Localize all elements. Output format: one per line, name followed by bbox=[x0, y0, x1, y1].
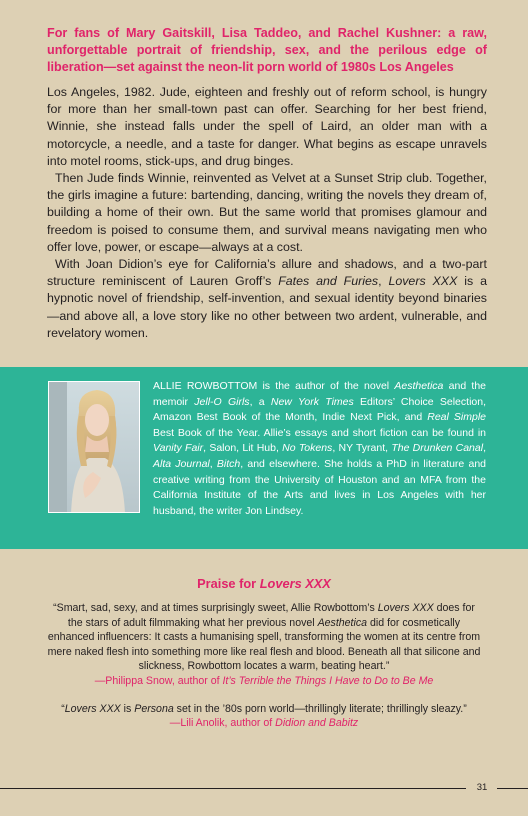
text-run: , bbox=[378, 274, 389, 289]
publication-title: Vanity Fair bbox=[153, 442, 204, 455]
text-run: did for cosmetically enhanced influencers: It casts a humanising spell, transforming the women at its centre from mere naked flesh into something more like real flesh and blood. Beneath all that silicone and slickness, Rowbottom locates a warm, beating heart.” bbox=[47, 616, 481, 673]
text-run: , bbox=[483, 442, 486, 455]
praise-attribution-2 bbox=[47, 716, 481, 731]
text-run: , Salon, Lit Hub, bbox=[203, 442, 283, 455]
publication-title: Bitch bbox=[216, 457, 241, 470]
footer-rule-left bbox=[0, 788, 466, 789]
publication-title: The Drunken Canal bbox=[391, 442, 484, 455]
book-title: Aesthetica bbox=[317, 616, 368, 629]
book-title: Jell-O Girls bbox=[194, 395, 250, 408]
text-run: Praise for bbox=[197, 576, 260, 591]
publication-title: Real Simple bbox=[427, 411, 487, 424]
text-run: set in the ’80s porn world—thrillingly literate; thrillingly sleazy.” bbox=[173, 702, 467, 715]
text-run: , and elsewhere. She holds a PhD in literature and creative writing from the University of Houston and an MFA from the California Institute of the Arts and lives in Los Angeles with her husband, the writer Jon Lindsey. bbox=[153, 457, 486, 517]
text-run: ALLIE ROWBOTTOM is the author of the novel bbox=[153, 380, 395, 392]
praise-quote-1 bbox=[47, 601, 481, 674]
book-title: Lovers XXX bbox=[377, 602, 434, 614]
publication-title: New York Times bbox=[270, 395, 354, 408]
text-run: —Philippa Snow, author of bbox=[94, 674, 223, 687]
description-paragraph-3 bbox=[47, 256, 487, 342]
book-description-section bbox=[47, 25, 487, 342]
text-run: is a hypnotic novel of friendship, self-invention, and sexual identity beyond binaries—and above all, a love story like no other between two ardent, vulnerable, and revelatory women. bbox=[47, 274, 487, 340]
text-run: “ bbox=[61, 702, 65, 715]
description-paragraph-1: Los Angeles, 1982. Jude, eighteen and freshly out of reform school, is hungry for more than her small-town past can offer. Searching for her best friend, Winnie, she instead falls under the spell of Laird, an older man with a motorcycle, a needle, and a taste for danger. What begins as escape unravels into motel rooms, stick-ups, and drug binges. bbox=[47, 85, 487, 168]
praise-quote-2 bbox=[47, 702, 481, 717]
text-run: “Smart, sad, sexy, and at times surprisingly sweet, Allie Rowbottom’s bbox=[53, 602, 378, 614]
text-run: is bbox=[120, 702, 135, 715]
book-title: Aesthetica bbox=[394, 380, 444, 392]
description-paragraph-2: Then Jude finds Winnie, reinvented as Velvet at a Sunset Strip club. Together, the girls imagine a future: bartending, dancing, writing the novels they dream of, building a home of their own. But the same world that promises glamour and freedom is poised to consume them, and survival means navigating men who offer love, power, or escape—always at a cost. bbox=[47, 171, 487, 254]
book-title: Fates and Furies bbox=[278, 274, 379, 289]
text-run: Best Book of the Year. Allie’s essays and short fiction can be found in bbox=[153, 426, 486, 439]
book-title: Lovers XXX bbox=[259, 576, 331, 591]
book-title: Didion and Babitz bbox=[275, 717, 359, 730]
publication-title: No Tokens bbox=[282, 442, 333, 455]
text-run: , NY Tyrant, bbox=[332, 442, 392, 455]
author-bio-band bbox=[0, 367, 528, 549]
author-bio bbox=[153, 379, 486, 519]
text-run: and the memoir bbox=[153, 380, 486, 408]
praise-heading bbox=[47, 576, 481, 591]
book-title: Lovers XXX bbox=[388, 274, 458, 289]
author-portrait-illustration bbox=[49, 382, 140, 513]
description bbox=[47, 84, 487, 342]
text-run: —Lili Anolik, author of bbox=[169, 717, 276, 730]
headline: For fans of Mary Gaitskill, Lisa Taddeo, and Rachel Kushner: a raw, unforgettable portrait of friendship, sex, and the perilous edge of liberation—set against the neon-lit porn world of 1980s Los Angeles bbox=[47, 26, 487, 74]
publication-title: Alta Journal bbox=[153, 457, 210, 470]
text-run: Editors’ Choice Selection, Amazon Best Book of the Month, Indie Next Pick, and bbox=[153, 395, 486, 424]
page-number: 31 bbox=[476, 782, 488, 793]
book-title: It’s Terrible the Things I Have to Do to Be Me bbox=[222, 674, 434, 687]
author-photo bbox=[48, 381, 140, 513]
book-title: Lovers XXX bbox=[64, 702, 121, 715]
text-run: , a bbox=[249, 395, 271, 408]
text-run: , bbox=[209, 457, 217, 470]
spacer bbox=[47, 689, 481, 702]
film-title: Persona bbox=[134, 702, 174, 715]
praise-section bbox=[47, 576, 481, 731]
praise-attribution-1 bbox=[47, 674, 481, 689]
footer-rule-right bbox=[497, 788, 528, 789]
text-run: does for the stars of adult filmmaking what her previous novel bbox=[67, 602, 475, 629]
text-run: With Joan Didion’s eye for California’s allure and shadows, and a two-part structure reminiscent of Lauren Groff’s bbox=[47, 257, 487, 289]
